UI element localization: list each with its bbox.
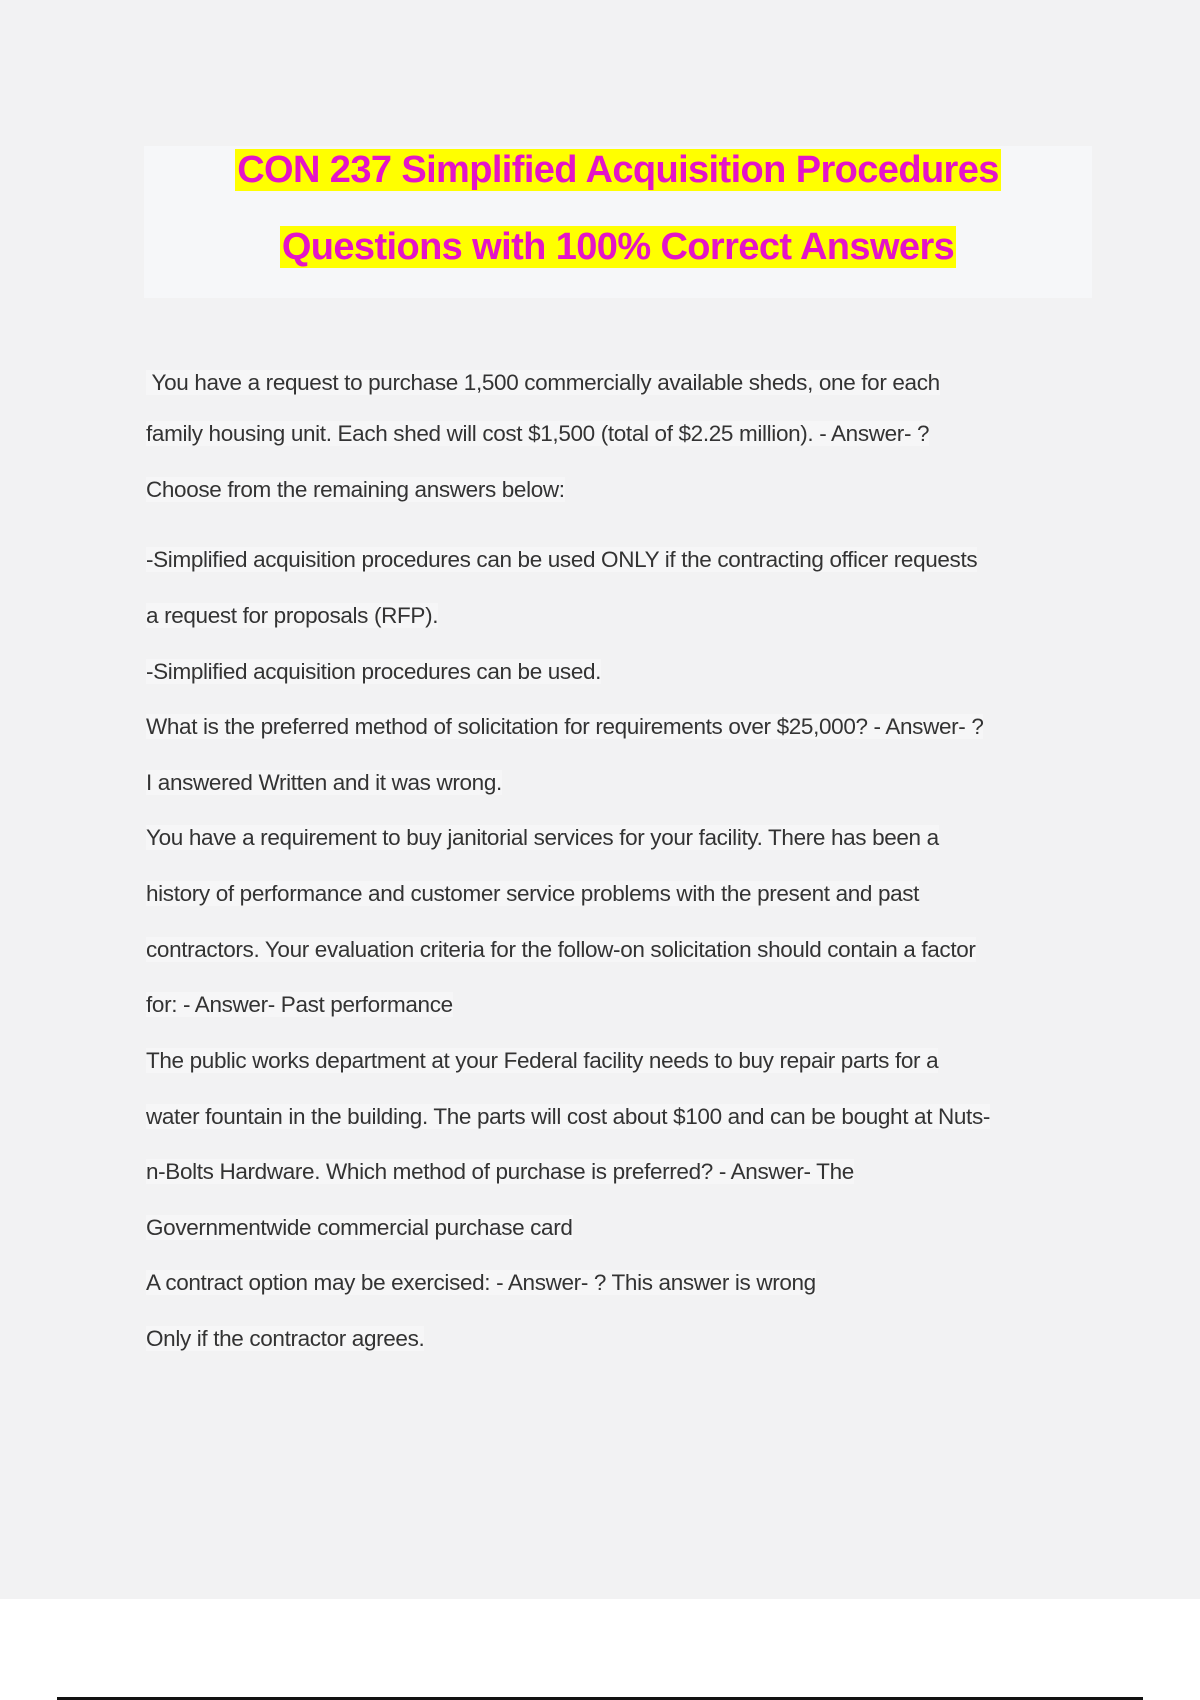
title-text-2: Questions with 100% Correct Answers (281, 226, 955, 268)
body-line (146, 1102, 990, 1132)
body-line (146, 419, 929, 449)
body-line-text: a request for proposals (RFP). (146, 603, 439, 628)
body-line-text: history of performance and customer service problems with the present and past (146, 881, 920, 906)
body-line-text: I answered Written and it was wrong. (146, 770, 502, 795)
body-line (146, 657, 601, 687)
body-line-text: Only if the contractor agrees. (146, 1326, 425, 1351)
body-line-text: -Simplified acquisition procedures can be used. (146, 659, 602, 684)
body-line (146, 768, 502, 798)
body-line (146, 545, 977, 575)
body-line-text: You have a requirement to buy janitorial services for your facility. There has been a (146, 825, 939, 850)
page-footer-area (0, 1599, 1200, 1700)
body-line-text: -Simplified acquisition procedures can be used ONLY if the contracting officer requests (146, 547, 978, 572)
body-line-text: water fountain in the building. The parts will cost about $100 and can be bought at Nuts- (146, 1104, 990, 1129)
title-block (144, 146, 1092, 298)
body-line-text: for: - Answer- Past performance (146, 992, 453, 1017)
title-line-1 (144, 146, 1092, 194)
body-line (146, 823, 939, 853)
body-line-text: contractors. Your evaluation criteria for the follow-on solicitation should contain a factor (146, 937, 976, 962)
body-line-text: You have a request to purchase 1,500 commercially available sheds, one for each (146, 370, 940, 395)
body-line (146, 935, 976, 965)
title-text-1: CON 237 Simplified Acquisition Procedures (237, 149, 999, 191)
body-line-text: The public works department at your Federal facility needs to buy repair parts for a (146, 1048, 939, 1073)
title-line-2 (144, 223, 1092, 271)
body-line (146, 1213, 573, 1243)
body-line (146, 1157, 854, 1187)
body-line (146, 1268, 816, 1298)
body-line (146, 1324, 424, 1354)
body-line (146, 368, 940, 398)
body-line-text: Choose from the remaining answers below: (146, 477, 565, 502)
body-line (146, 712, 983, 742)
body-line (146, 601, 438, 631)
body-line-text: A contract option may be exercised: - Answer- ? This answer is wrong (146, 1270, 816, 1295)
body-line-text: What is the preferred method of solicitation for requirements over $25,000? - Answer- ? (146, 714, 984, 739)
body-line (146, 879, 919, 909)
body-line (146, 475, 565, 505)
body-line-text: family housing unit. Each shed will cost $1,500 (total of $2.25 million). - Answer- ? (146, 421, 930, 446)
body-line (146, 1046, 938, 1076)
body-line-text: n-Bolts Hardware. Which method of purchase is preferred? - Answer- The (146, 1159, 854, 1184)
body-line-text: Governmentwide commercial purchase card (146, 1215, 573, 1240)
body-line (146, 990, 453, 1020)
